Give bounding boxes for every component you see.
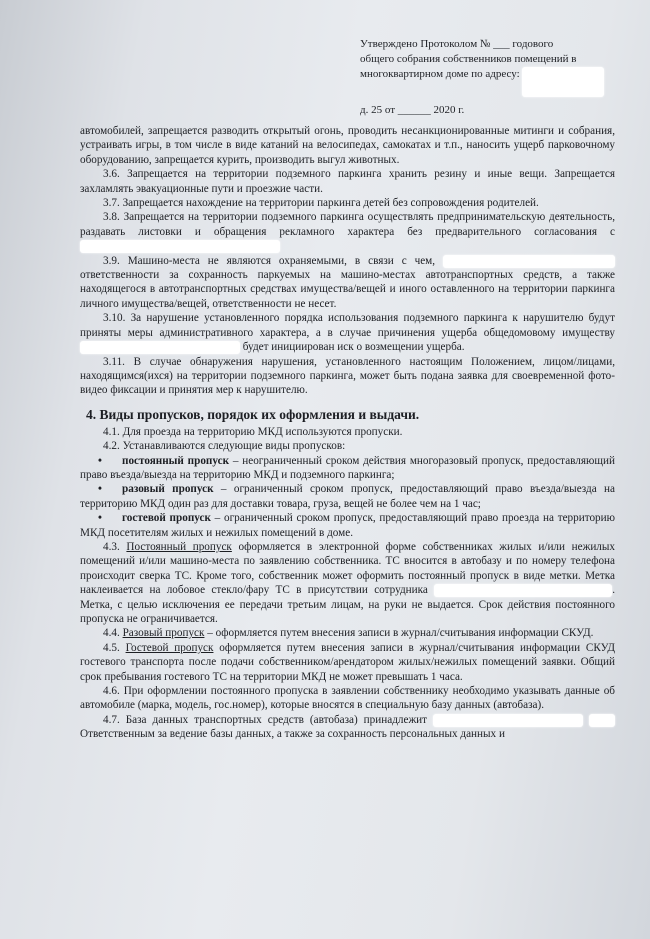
approval-header — [360, 37, 620, 118]
definition-guest-pass: – ограниченный сроком пропуск, предоставляющий право проезда на территорию МКД посетителям жилых и нежилых помещений в доме. — [80, 512, 615, 539]
paragraph-3-8 — [80, 210, 615, 253]
paragraph-3-6: 3.6. Запрещается на территории подземного паркинга хранить резину и иные вещи. Запрещается захламлять эвакуационные пути и проезжие части. — [80, 168, 615, 195]
paragraph-4-5-text: оформляется путем внесения записи в журнал/считывания информации СКУД гостевого транспорта после подачи собственником/арендатором жилых/нежилых помещений заявки. Общий срок пребывания гостевого ТС на территории МКД не может превышать 1 часа. — [80, 641, 616, 683]
redacted-organization — [433, 714, 583, 727]
paragraph-intro: автомобилей, запрещается разводить открытый огонь, проводить несанкционированные митинги и собрания, устраивать игры, в том числе в виде катаний на велосипедах, самокатах и т.п., наносить ущерб парковочному оборудованию, запрещается курить, производить выгул животных. — [80, 125, 615, 166]
paragraph-4-3-number: 4.3. — [103, 540, 120, 553]
paragraph-4-7-text-b: Ответственным за ведение базы данных, а также за сохранность персональных данных и — [80, 728, 505, 741]
bullet-icon: • — [98, 483, 102, 496]
paragraph-3-9-text-b: ответственности за сохранность паркуемых на машино-местах автотранспортных средств, а также находящегося в автотранспортных средствах имущества/вещей и иного оставленного на территории паркинга личного имущества/вещей, ответственности не несет. — [80, 269, 615, 310]
header-line-2: общего собрания собственников помещений в — [360, 53, 577, 65]
paragraph-3-8-text: 3.8. Запрещается на территории подземного паркинга осуществлять предпринимательскую деятельность, раздавать листовки и обращения рекламного характера без предварительного согласования с — [80, 211, 615, 238]
paragraph-3-10-text-b: будет инициирован иск о возмещении ущерба. — [242, 341, 465, 354]
paragraph-3-9-text-a: 3.9. Машино-места не являются охраняемыми, в связи с чем, — [103, 254, 436, 267]
redacted-organization — [443, 255, 615, 268]
paragraph-4-4-number: 4.4. — [103, 627, 120, 640]
definition-permanent-pass: – неограниченный сроком действия многоразовый пропуск, предоставляющий право въезда/выезда на территорию МКД и подземного паркинга; — [80, 454, 615, 481]
paragraph-4-3-text-a: оформляется в электронной форме собственниках жилых и/или нежилых помещений и/или машино-места по заявлению собственника. ТС вносится в автобазу и по номеру телефона происходит сверка ТС. Кроме того, собственник может оформить постоянный пропуск в виде метки. Метка наклеивается на лобовое стекло/фару ТС в присутствии сотрудника — [80, 540, 615, 597]
term-guest-pass: гостевой пропуск — [122, 512, 211, 525]
header-line-1: Утверждено Протоколом № ___ годового — [360, 38, 554, 50]
paragraph-4-4 — [80, 626, 615, 640]
paragraph-3-10-text-a: 3.10. За нарушение установленного порядка использования подземного паркинга к нарушителю будут приняты меры административного характера, а в случае причинения ущерба общедомовому имуществу — [80, 312, 615, 339]
redacted-address — [522, 67, 604, 97]
header-address-label: многоквартирном доме по адресу: — [360, 68, 520, 80]
header-line-4: д. 25 от ______ 2020 г. — [360, 104, 465, 116]
redacted-organization — [80, 240, 280, 253]
bullet-icon: • — [98, 512, 102, 525]
paragraph-4-3-text-b: . Метка, с целью исключения ее передачи третьим лицам, на руки не выдается. Срок действия постоянного пропуска не ограничивается. — [80, 584, 615, 625]
term-one-time-pass: разовый пропуск — [122, 483, 214, 496]
redacted-organization — [434, 584, 612, 597]
paragraph-4-7-text-a: 4.7. База данных транспортных средств (автобаза) принадлежит — [103, 713, 428, 726]
section-4-heading: 4. Виды пропусков, порядок их оформления и выдачи. — [86, 406, 420, 422]
paragraph-4-1: 4.1. Для проезда на территорию МКД используются пропуски. — [103, 425, 403, 438]
paragraph-4-3 — [80, 540, 615, 626]
paragraph-3-7: 3.7. Запрещается нахождение на территории паркинга детей без сопровождения родителей. — [103, 197, 539, 210]
term-permanent-pass-underlined: Постоянный пропуск — [126, 540, 232, 553]
paragraph-4-4-text: – оформляется путем внесения записи в журнал/считывания информации СКУД. — [204, 627, 594, 640]
list-item-guest-pass — [80, 511, 615, 540]
paragraph-4-6: 4.6. При оформлении постоянного пропуска в заявлении собственнику необходимо указывать данные об автомобиле (марка, модель, гос.номер), которые вносятся в специальную базу данных (автобаза). — [80, 685, 615, 712]
list-item-permanent-pass — [80, 454, 615, 483]
paragraph-3-9 — [80, 254, 615, 312]
term-guest-pass-underlined: Гостевой пропуск — [125, 641, 214, 654]
paragraph-4-7 — [80, 713, 615, 742]
paragraph-4-2: 4.2. Устанавливаются следующие виды пропусков: — [103, 440, 346, 453]
paragraph-3-11: 3.11. В случае обнаружения нарушения, установленного настоящим Положением, лицом/лицами, находящимся(ихся) на территории подземного паркинга, может быть подана заявка для своевременной фото-видео фиксации и принятия мер к нарушителю. — [80, 355, 615, 397]
redacted-organization — [589, 714, 615, 727]
term-permanent-pass: постоянный пропуск — [122, 454, 230, 467]
bullet-icon: • — [98, 454, 102, 467]
paragraph-3-10 — [80, 311, 615, 354]
term-one-time-pass-underlined: Разовый пропуск — [122, 627, 205, 640]
redacted-organization — [80, 341, 240, 354]
header-line-3 — [360, 67, 620, 97]
document-body — [80, 124, 615, 742]
paragraph-4-5 — [80, 641, 615, 684]
paragraph-4-5-number: 4.5. — [103, 641, 120, 654]
definition-one-time-pass: – ограниченный сроком пропуск, предоставляющий право въезда/выезда на территорию МКД один раз для доставки товара, груза, вещей не более чем на 1 час; — [80, 483, 615, 510]
list-item-one-time-pass — [80, 482, 615, 511]
